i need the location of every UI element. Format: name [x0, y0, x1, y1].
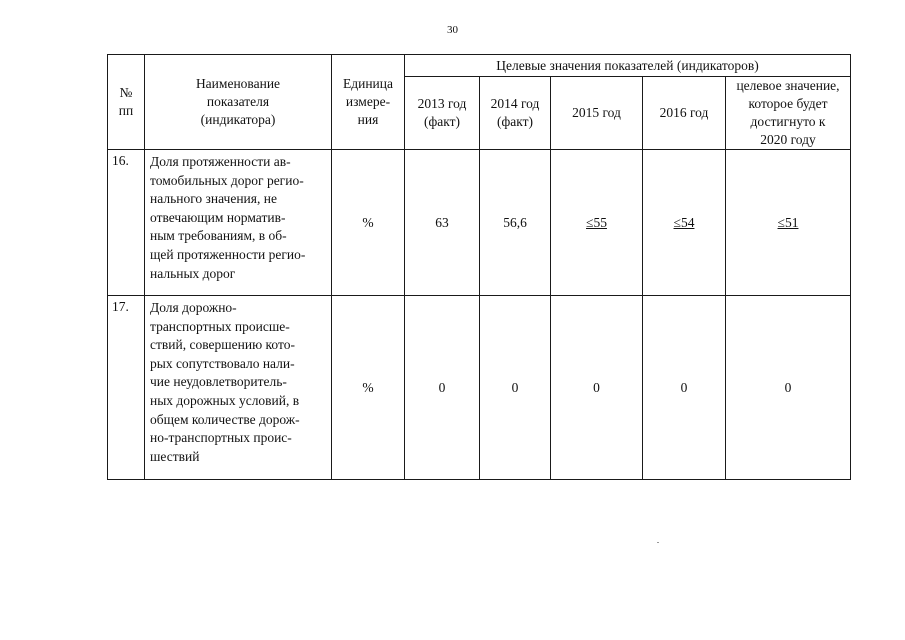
value-2016 — [643, 150, 726, 296]
indicator-name-line: ным требованиям, в об- — [150, 228, 287, 244]
indicator-name-line: шествий — [150, 448, 200, 464]
header-2014-line-1: 2014 год — [490, 96, 540, 111]
header-num-line-1: № — [119, 85, 133, 100]
indicator-name-line: щей протяженности регио- — [150, 246, 306, 262]
header-num — [108, 55, 145, 150]
header-name-line-1: Наименование — [195, 76, 281, 91]
indicator-name-line: чие неудовлетворитель- — [150, 374, 287, 390]
value-2013: 63 — [405, 150, 480, 296]
header-target — [726, 77, 851, 150]
header-unit — [332, 55, 405, 150]
header-unit-line-3: ния — [357, 112, 379, 127]
value-2016-text: ≤54 — [673, 214, 695, 230]
indicators-table — [107, 54, 851, 480]
value-2015-text: ≤55 — [586, 214, 607, 230]
header-unit-line-1: Единица — [342, 76, 393, 91]
header-num-line-2: пп — [118, 103, 134, 118]
table-row — [108, 296, 851, 480]
indicator-name-line: нального значения, не — [150, 191, 277, 207]
indicator-name — [145, 150, 332, 296]
header-target-line-1: целевое значение, — [736, 78, 840, 93]
value-target: 0 — [726, 296, 851, 480]
header-2013-line-2: (факт) — [423, 114, 460, 129]
indicator-name-line: транспортных происше- — [150, 318, 290, 334]
header-2016: 2016 год — [643, 77, 726, 150]
row-number: 17. — [108, 296, 145, 480]
header-row-top — [108, 55, 851, 77]
header-unit-line-2: измере- — [345, 94, 391, 109]
header-target-line-2: которое будет — [748, 96, 828, 111]
indicator-name-line: томобильных дорог регио- — [150, 172, 304, 188]
value-2014: 56,6 — [480, 150, 551, 296]
indicator-name-line: общем количестве дорож- — [150, 411, 300, 427]
header-target-line-3: достигнуто к — [750, 114, 826, 129]
value-target — [726, 150, 851, 296]
indicator-name — [145, 296, 332, 480]
indicator-name-line: рых сопутствовало нали- — [150, 355, 295, 371]
indicator-name-line: Доля дорожно- — [150, 300, 237, 315]
value-2014: 0 — [480, 296, 551, 480]
indicator-name-line: нальных дорог — [150, 265, 236, 281]
indicator-name-line: ствий, совершению кото- — [150, 337, 295, 353]
table-row — [108, 150, 851, 296]
header-2013 — [405, 77, 480, 150]
header-name-line-2: показателя — [206, 94, 270, 109]
header-2014-line-2: (факт) — [496, 114, 533, 129]
header-2015: 2015 год — [551, 77, 643, 150]
header-2014 — [480, 77, 551, 150]
unit-cell: % — [332, 150, 405, 296]
scan-speck — [657, 542, 659, 543]
header-name-line-3: (индикатора) — [200, 112, 276, 127]
value-2016: 0 — [643, 296, 726, 480]
indicator-name-line: но-транспортных проис- — [150, 430, 292, 446]
value-2015 — [551, 150, 643, 296]
page-number: 30 — [447, 24, 458, 36]
unit-cell: % — [332, 296, 405, 480]
value-2013: 0 — [405, 296, 480, 480]
header-target-line-4: 2020 году — [760, 132, 816, 147]
header-target-group: Целевые значения показателей (индикаторов) — [405, 55, 851, 77]
value-target-text: ≤51 — [777, 214, 799, 230]
header-name — [145, 55, 332, 150]
value-2015: 0 — [551, 296, 643, 480]
row-number: 16. — [108, 150, 145, 296]
indicator-name-line: ных дорожных условий, в — [150, 392, 300, 408]
header-2013-line-1: 2013 год — [417, 96, 467, 111]
indicator-name-line: Доля протяженности ав- — [150, 154, 291, 169]
indicator-name-line: отвечающим норматив- — [150, 209, 286, 225]
